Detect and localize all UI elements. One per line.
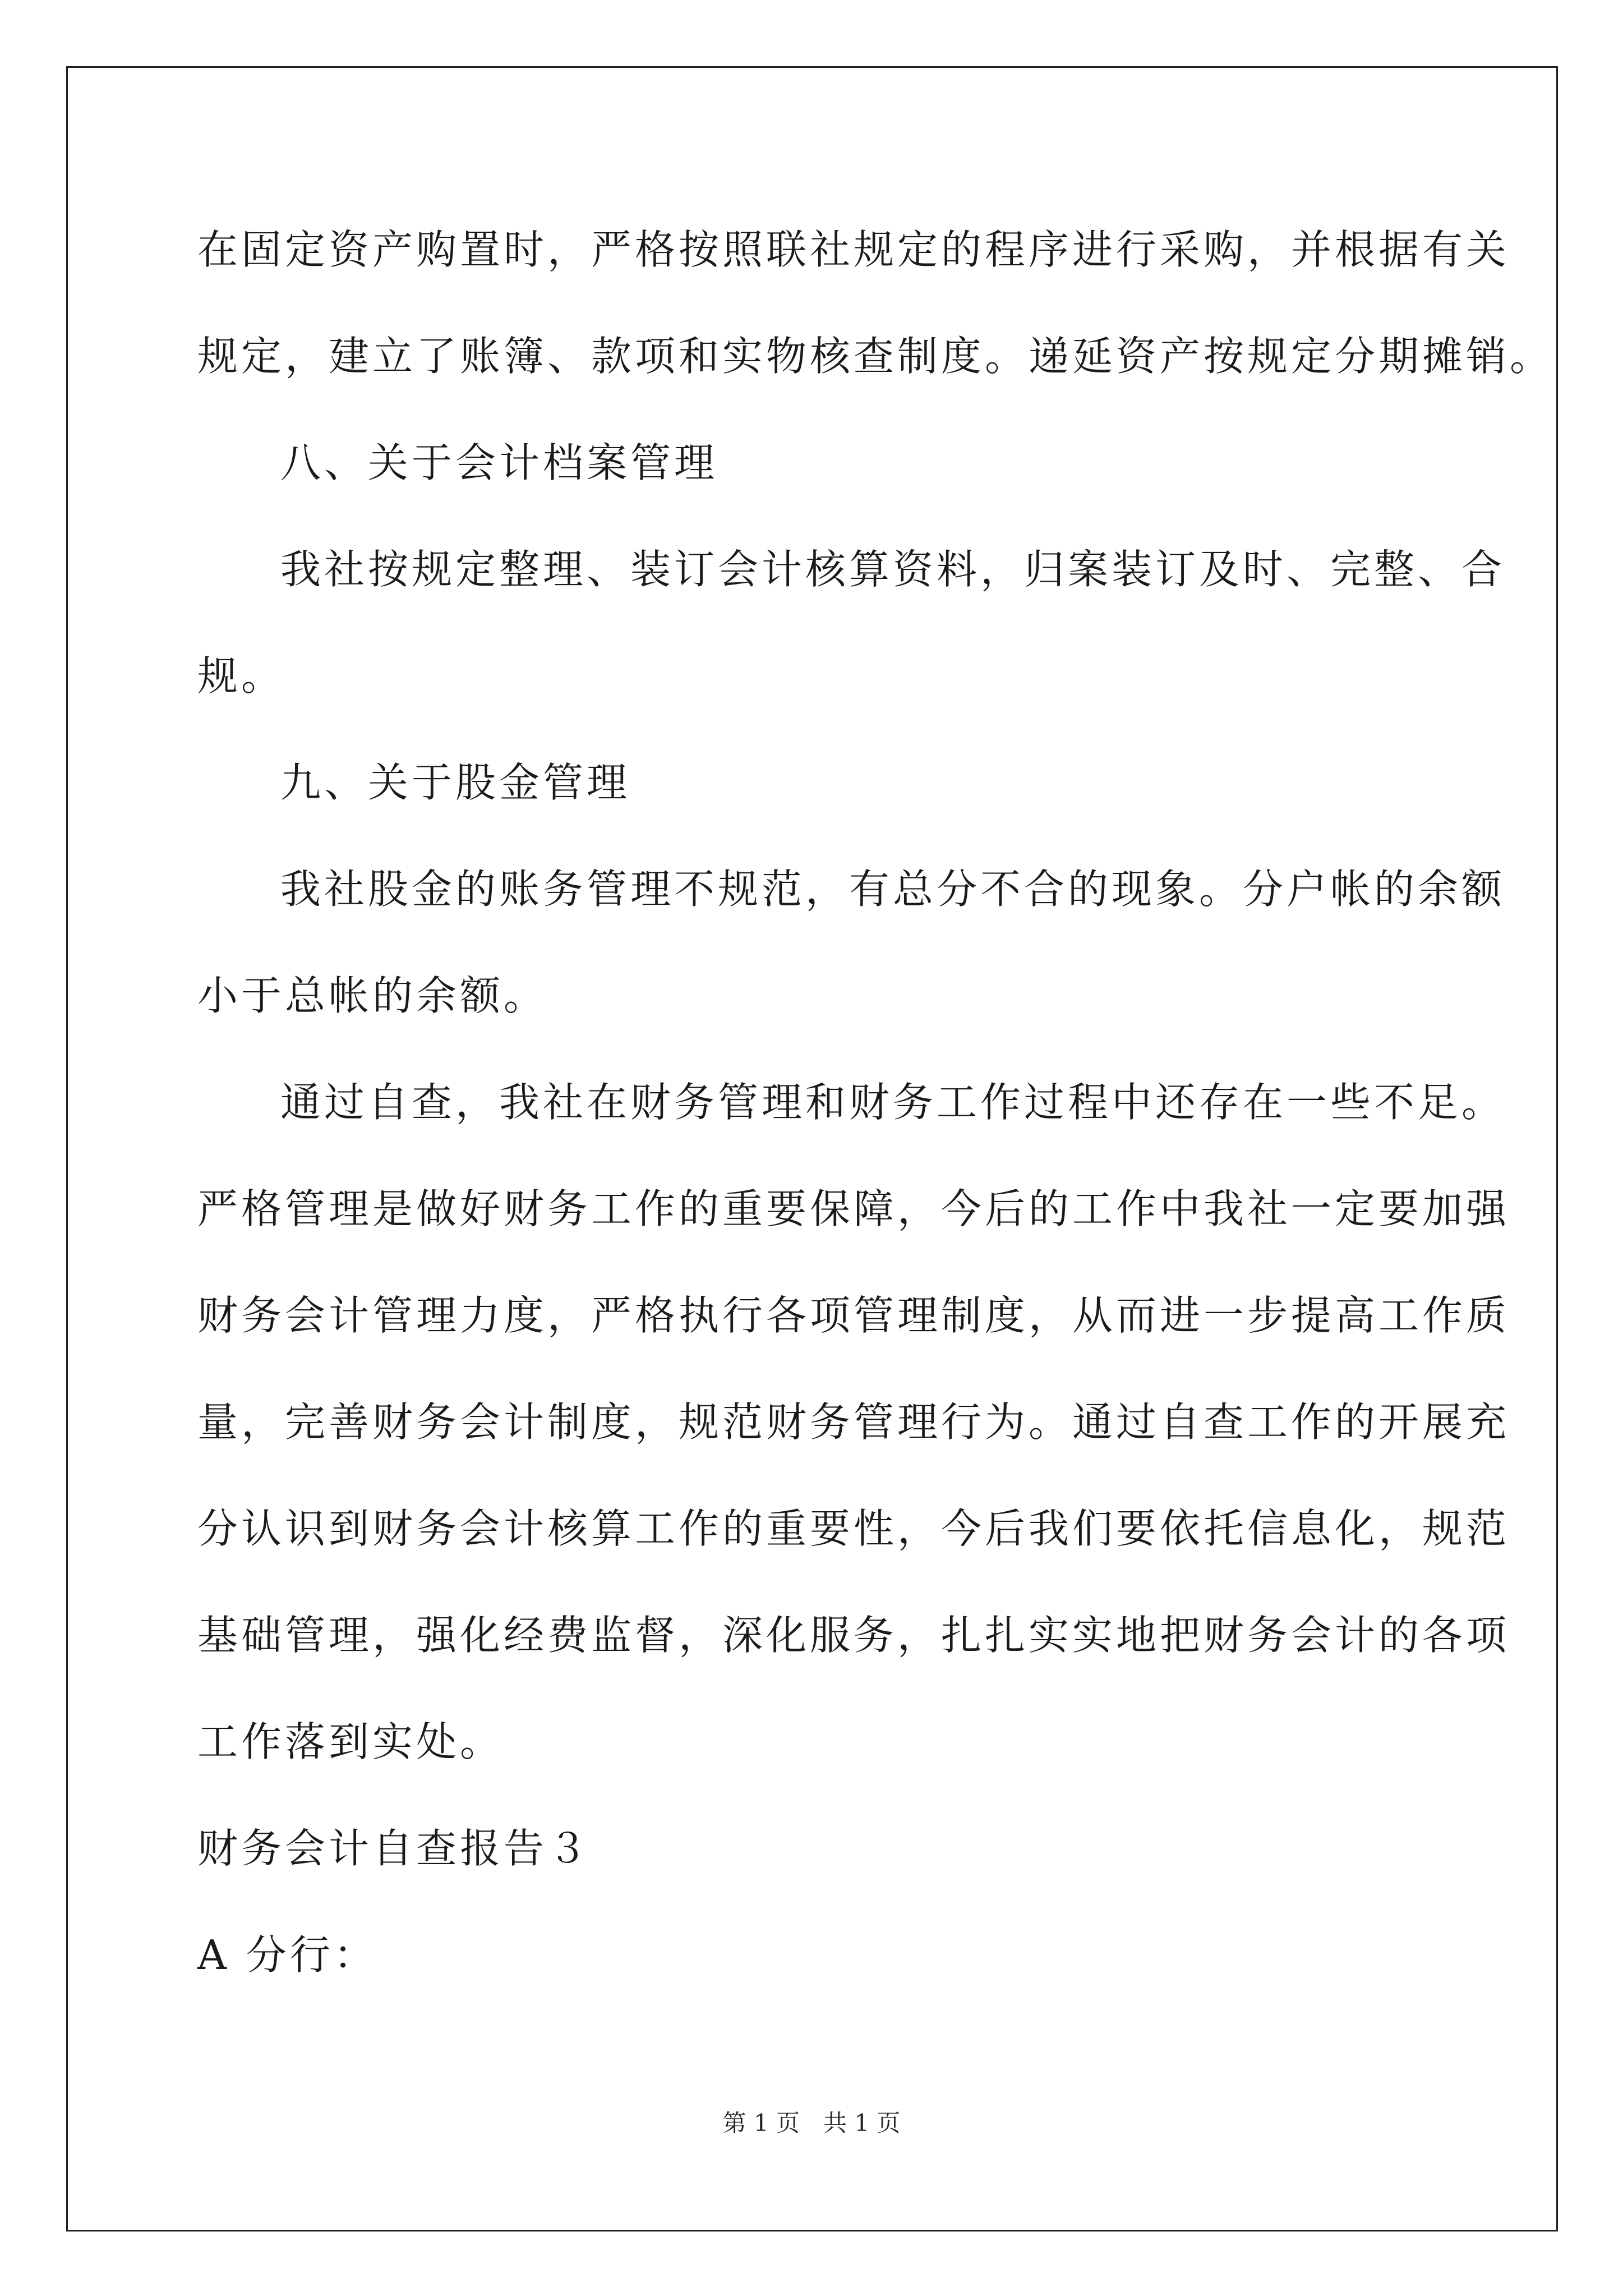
page-border <box>66 66 1558 2231</box>
paragraph-line: 我社按规定整理、装订会计核算资料，归案装订及时、完整、合 <box>280 546 1506 593</box>
paragraph-line: 我社股金的账务管理不规范，有总分不合的现象。分户帐的余额 <box>280 866 1506 913</box>
paragraph-line: 严格管理是做好财务工作的重要保障，今后的工作中我社一定要加强 <box>197 1185 1510 1232</box>
paragraph-line: 在固定资产购置时，严格按照联社规定的程序进行采购，并根据有关 <box>197 226 1510 273</box>
section-heading: 九、关于股金管理 <box>280 759 631 806</box>
paragraph-line: 财务会计管理力度，严格执行各项管理制度，从而进一步提高工作质 <box>197 1292 1510 1339</box>
addressee-line: A 分行： <box>197 1931 377 1978</box>
report-title: 财务会计自查报告３ <box>197 1825 592 1872</box>
paragraph-line: 通过自查，我社在财务管理和财务工作过程中还存在一些不足。 <box>280 1079 1506 1126</box>
paragraph-line: 规。 <box>197 652 285 700</box>
paragraph-line: 规定，建立了账簿、款项和实物核查制度。递延资产按规定分期摊销。 <box>197 333 1554 380</box>
paragraph-line: 量，完善财务会计制度，规范财务管理行为。通过自查工作的开展充 <box>197 1398 1510 1446</box>
paragraph-line: 分认识到财务会计核算工作的重要性，今后我们要依托信息化，规范 <box>197 1505 1510 1552</box>
paragraph-line: 基础管理，强化经费监督，深化服务，扎扎实实地把财务会计的各项 <box>197 1612 1510 1659</box>
page-footer: 第 1 页 共 1 页 <box>722 2109 901 2137</box>
section-heading: 八、关于会计档案管理 <box>280 439 718 486</box>
paragraph-line: 小于总帐的余额。 <box>197 972 548 1019</box>
paragraph-line: 工作落到实处。 <box>197 1718 504 1765</box>
